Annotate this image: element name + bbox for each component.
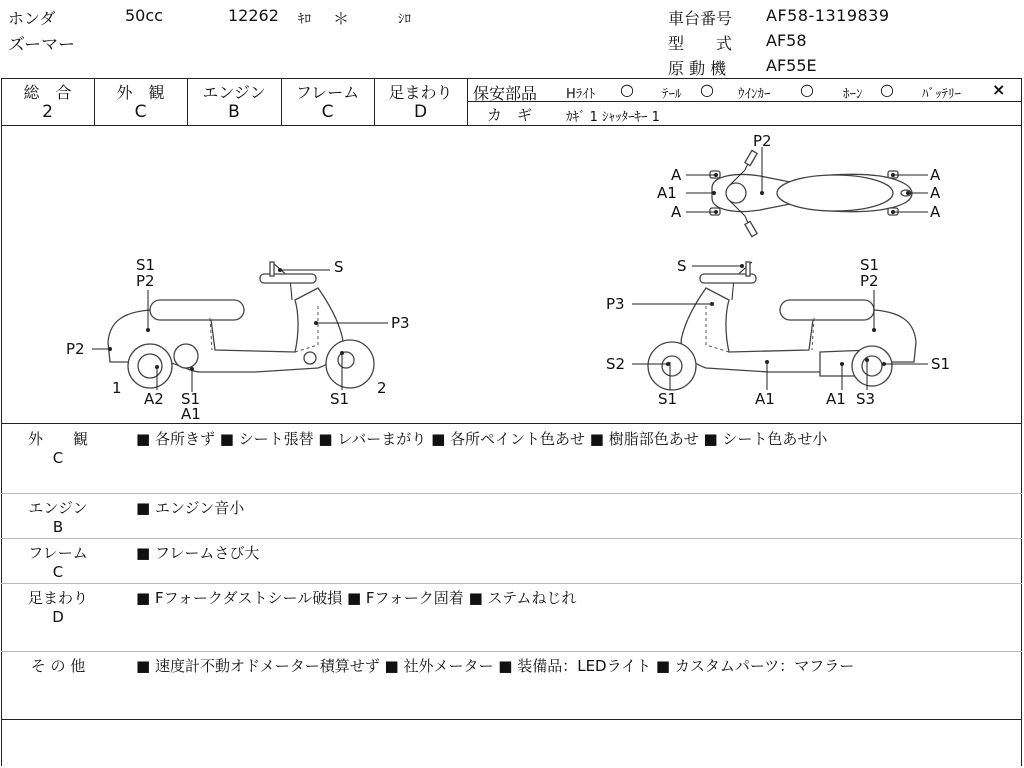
detail-exterior-grade: C — [52, 449, 64, 467]
safety-item-winker: ｳｲﾝｶｰ — [738, 87, 771, 102]
scooter-right-view — [606, 256, 950, 408]
right-label-s1: S1 — [658, 390, 678, 408]
detail-suspension-label: 足まわり — [27, 589, 88, 607]
detail-engine-label: エンジン — [28, 499, 88, 517]
mileage: 12262 — [228, 6, 279, 25]
left-label-s: S — [334, 258, 344, 276]
scooter-damage-diagram — [0, 126, 1024, 423]
left-label-1: 1 — [112, 379, 122, 397]
top-label-a: A — [671, 203, 682, 221]
right-label-a1: A1 — [755, 390, 775, 408]
right-label-p3: P3 — [606, 295, 625, 313]
detail-engine-text: ■ エンジン音小 — [136, 499, 245, 517]
top-label-a: A — [671, 166, 682, 184]
left-label-2: 2 — [377, 379, 387, 397]
mileage-flag: ＊ — [333, 9, 350, 28]
chassis-label: 車台番号 — [668, 9, 733, 28]
detail-suspension-grade: D — [52, 608, 64, 626]
divider — [1, 651, 1022, 652]
key-label: カ ギ — [487, 106, 533, 124]
model-name: ズーマー — [8, 35, 76, 55]
maker: ホンダ — [8, 9, 56, 28]
safety-status-horn: ○ — [880, 80, 894, 99]
suspension-grade-label: 足まわり — [388, 83, 453, 102]
divider — [1, 719, 1022, 720]
displacement: 50cc — [125, 6, 163, 25]
exterior-value: C — [134, 102, 147, 122]
left-label-p2: P2 — [136, 272, 155, 290]
exterior-label: 外 観 — [116, 83, 165, 102]
detail-other-text: ■ 速度計不動オドメーター積算せず ■ 社外メーター ■ 装備品：LEDライト ■ カスタムパーツ：マフラー — [136, 657, 855, 675]
left-label-p3: P3 — [391, 314, 410, 332]
color: ｼﾛ — [398, 12, 411, 27]
right-label-s: S — [677, 257, 687, 275]
right-label-a1: A1 — [826, 390, 846, 408]
safety-status-battery: × — [992, 80, 1006, 99]
scooter-top-view — [657, 132, 941, 237]
left-label-s1: S1 — [330, 390, 350, 408]
safety-item-tail: ﾃｰﾙ — [662, 87, 682, 102]
mileage-unit: ｷﾛ — [298, 12, 311, 27]
left-label-p2: P2 — [66, 340, 85, 358]
scooter-left-view — [66, 256, 410, 423]
detail-exterior-text: ■ 各所きず ■ シート張替 ■ レバーまがり ■ 各所ペイント色あせ ■ 樹脂部色あせ ■ シート色あせ小 — [136, 430, 828, 448]
top-label-a: A — [930, 203, 941, 221]
top-label-p2: P2 — [753, 132, 772, 150]
safety-item-battery: ﾊﾞｯﾃﾘｰ — [922, 87, 961, 102]
frame-grade-value: C — [321, 102, 334, 122]
detail-exterior-label: 外 観 — [27, 430, 88, 448]
engine-grade-label: エンジン — [202, 83, 266, 102]
engine-grade-value: B — [228, 102, 240, 122]
safety-status-winker: ○ — [800, 80, 814, 99]
safety-item-horn: ﾎｰﾝ — [843, 87, 863, 102]
right-label-s1: S1 — [931, 355, 951, 373]
top-label-a: A — [930, 184, 941, 202]
right-label-s3: S3 — [856, 390, 876, 408]
right-label-s1: S1 — [860, 256, 880, 274]
divider — [1, 538, 1022, 539]
detail-frame-label: フレーム — [28, 544, 88, 562]
divider — [1, 493, 1022, 494]
safety-label: 保安部品 — [473, 84, 538, 103]
detail-frame-grade: C — [52, 563, 64, 581]
top-label-a1: A1 — [657, 184, 677, 202]
detail-suspension-text: ■ Fフォークダストシール破損 ■ Fフォーク固着 ■ ステムねじれ — [136, 589, 577, 607]
engine-value: AF55E — [766, 56, 817, 75]
detail-engine-grade: B — [52, 518, 64, 536]
safety-item-headlight: Hﾗｲﾄ — [566, 87, 596, 102]
suspension-grade-value: D — [413, 102, 428, 122]
type-label: 型 式 — [668, 34, 733, 53]
key-value: ｶｷﾞ 1 ｼｬｯﾀｰｷｰ 1 — [566, 110, 660, 125]
safety-status-tail: ○ — [700, 80, 714, 99]
chassis-value: AF58-1319839 — [766, 6, 890, 25]
top-label-a: A — [930, 166, 941, 184]
detail-other-label: そ の 他 — [30, 657, 86, 675]
left-label-s1: S1 — [136, 256, 156, 274]
right-label-s2: S2 — [606, 355, 626, 373]
divider — [1, 583, 1022, 584]
diagram-bottom-divider — [1, 423, 1022, 424]
left-label-a2: A2 — [144, 390, 164, 408]
overall-value: 2 — [42, 102, 53, 122]
left-label-s1: S1 — [181, 390, 201, 408]
left-label-a1: A1 — [181, 405, 201, 423]
overall-label: 総 合 — [23, 83, 72, 102]
divider — [467, 78, 468, 125]
engine-label: 原 動 機 — [668, 59, 727, 78]
type-value: AF58 — [766, 31, 807, 50]
right-label-p2: P2 — [860, 272, 879, 290]
safety-status-headlight: ○ — [620, 80, 634, 99]
frame-grade-label: フレーム — [295, 83, 360, 102]
detail-frame-text: ■ フレームさび大 — [136, 544, 260, 562]
